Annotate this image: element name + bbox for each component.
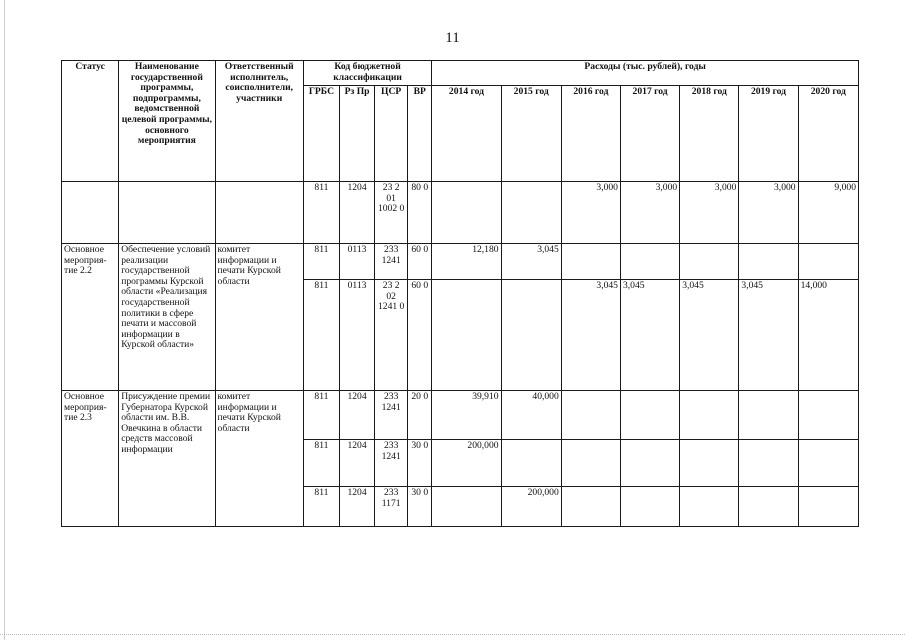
value-2016 [561,487,620,527]
csr-cell: 233 1241 [375,440,408,487]
header-year-2014: 2014 год [432,86,501,182]
grbs-cell: 811 [303,487,339,527]
rzpr-cell: 1204 [339,440,374,487]
executor-cell: комитет информации и печати Курской области [215,391,303,527]
header-year-2015: 2015 год [501,86,561,182]
grbs-cell: 811 [303,244,339,280]
grbs-cell: 811 [303,440,339,487]
value-2020: 9,000 [798,182,858,244]
value-2018 [680,487,739,527]
value-2014 [432,487,501,527]
value-2015: 40,000 [501,391,561,440]
header-rzpr: Рз Пр [339,86,374,182]
rzpr-cell: 1204 [339,391,374,440]
grbs-cell: 811 [303,391,339,440]
value-2017: 3,000 [620,182,679,244]
value-2020 [798,391,858,440]
value-2018: 3,045 [680,280,739,391]
value-2017: 3,045 [620,280,679,391]
value-2016 [561,440,620,487]
value-2015: 200,000 [501,487,561,527]
executor-cell [215,182,303,244]
rzpr-cell: 0113 [339,244,374,280]
value-2018 [680,391,739,440]
status-cell [62,182,119,244]
value-2018 [680,244,739,280]
value-2015 [501,280,561,391]
header-year-2020: 2020 год [798,86,858,182]
rzpr-cell: 1204 [339,182,374,244]
value-2016: 3,000 [561,182,620,244]
status-cell: Основное мероприя-тие 2.3 [62,391,119,527]
page-number: 11 [445,30,460,46]
value-2017 [620,440,679,487]
vr-cell: 80 0 [408,182,432,244]
value-2017 [620,244,679,280]
value-2016 [561,391,620,440]
status-cell: Основное мероприя-тие 2.2 [62,244,119,391]
value-2016: 3,045 [561,280,620,391]
table-row [62,182,859,244]
table-row [62,391,859,440]
name-cell: Обеспечение условий реализации государственной программы Курской области «Реализация государственной политики в сфере печати и массовой информации в Курской области» [119,244,215,391]
value-2016 [561,244,620,280]
value-2019 [739,440,798,487]
value-2019 [739,391,798,440]
value-2019 [739,244,798,280]
header-status: Статус [62,61,119,182]
csr-cell: 23 2 02 1241 0 [375,280,408,391]
value-2020 [798,487,858,527]
value-2019 [739,487,798,527]
header-grbs: ГРБС [303,86,339,182]
value-2020 [798,244,858,280]
header-executor: Ответственный исполнитель, соисполнители, участники [215,61,303,182]
header-budget-code: Код бюджетной классификации [303,61,431,86]
grbs-cell: 811 [303,280,339,391]
scan-left-edge [4,0,5,640]
vr-cell: 30 0 [408,440,432,487]
value-2015 [501,182,561,244]
value-2017 [620,391,679,440]
header-year-2018: 2018 год [680,86,739,182]
csr-cell: 233 1241 [375,244,408,280]
value-2014 [432,182,501,244]
vr-cell: 30 0 [408,487,432,527]
scan-bottom-edge [0,634,905,638]
table-row [62,244,859,280]
value-2014: 39,910 [432,391,501,440]
header-year-2016: 2016 год [561,86,620,182]
header-name: Наименование государственной программы, подпрограммы, ведомственной целевой программы, основного мероприятия [119,61,215,182]
header-expenses: Расходы (тыс. рублей), годы [432,61,859,86]
vr-cell: 60 0 [408,280,432,391]
header-row-1 [62,61,859,86]
header-csr: ЦСР [375,86,408,182]
value-2018: 3,000 [680,182,739,244]
budget-table [61,60,859,527]
header-year-2019: 2019 год [739,86,798,182]
csr-cell: 233 1171 [375,487,408,527]
value-2014 [432,280,501,391]
value-2014: 12,180 [432,244,501,280]
csr-cell: 23 2 01 1002 0 [375,182,408,244]
value-2019: 3,000 [739,182,798,244]
header-year-2017: 2017 год [620,86,679,182]
header-vr: ВР [408,86,432,182]
executor-cell: комитет информации и печати Курской области [215,244,303,391]
value-2017 [620,487,679,527]
name-cell: Присуждение премии Губернатора Курской области им. В.В. Овечкина в области средств массовой информации [119,391,215,527]
value-2015: 3,045 [501,244,561,280]
value-2015 [501,440,561,487]
vr-cell: 20 0 [408,391,432,440]
csr-cell: 233 1241 [375,391,408,440]
name-cell [119,182,215,244]
rzpr-cell: 0113 [339,280,374,391]
value-2019: 3,045 [739,280,798,391]
value-2020 [798,440,858,487]
grbs-cell: 811 [303,182,339,244]
value-2014: 200,000 [432,440,501,487]
value-2018 [680,440,739,487]
value-2020: 14,000 [798,280,858,391]
vr-cell: 60 0 [408,244,432,280]
rzpr-cell: 1204 [339,487,374,527]
